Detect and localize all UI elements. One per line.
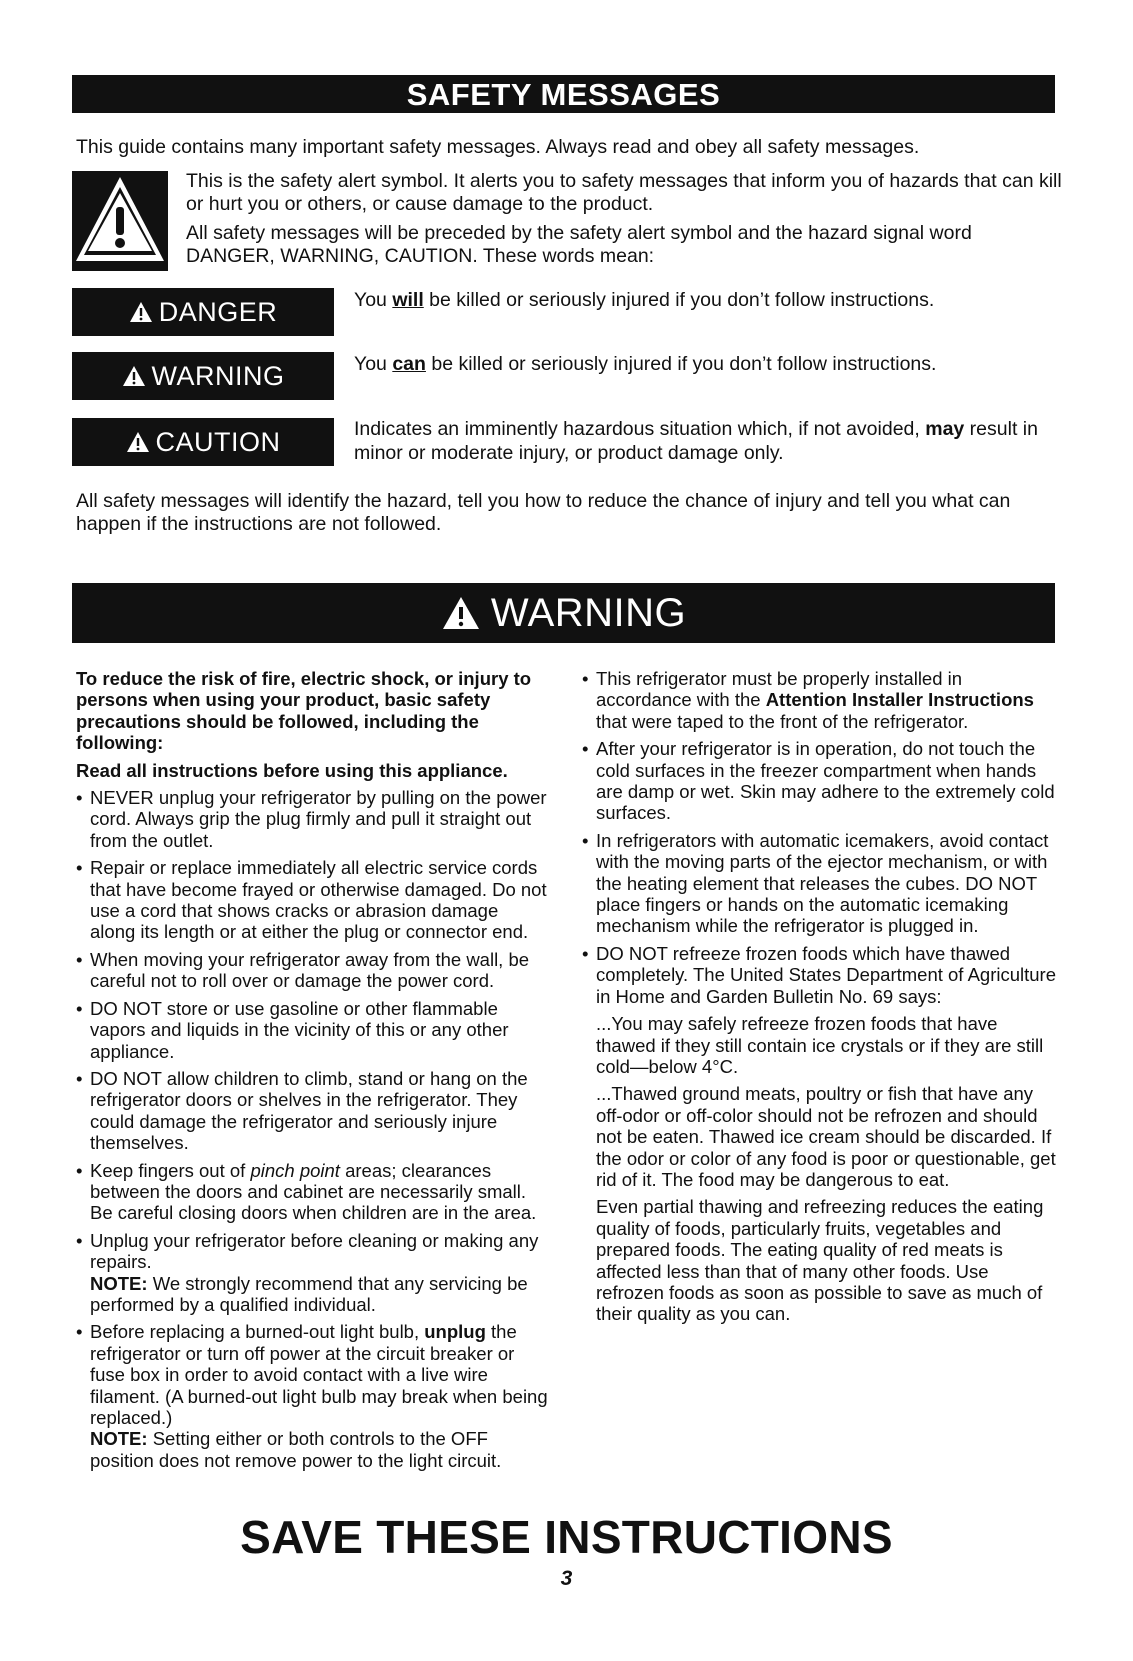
quote-paragraph: ...You may safely refreeze frozen foods that have thawed if they still contain ice crystals or if they are still cold—below 4°C. (596, 1013, 1044, 1077)
danger-desc-key: will (392, 289, 424, 311)
warning-lead: To reduce the risk of fire, electric shock, or injury to persons when using your product, basic safety precautions should be followed, including the following: (76, 668, 532, 754)
danger-signal-label (72, 288, 334, 336)
item-text: the refrigerator or turn off power at the circuit breaker or fuse box in order to avoid contact with a live wire filament. (A burned-out light bulb may break when being replaced.) (90, 1321, 548, 1428)
note-label: NOTE: (90, 1272, 148, 1294)
warning-triangle-icon (122, 365, 146, 387)
list-item: • DO NOT allow children to climb, stand or hang on the refrigerator doors or shelves in the refrigerator. They could damage the refrigerator and seriously injure themselves. (76, 1068, 548, 1154)
caution-signal-label (72, 418, 334, 466)
list-item: • Repair or replace immediately all electric service cords that have become frayed or otherwise damaged. Do not use a cord that shows cracks or abrasion damage along its length or at either the plug or connector end. (76, 857, 548, 943)
note-text: We strongly recommend that any servicing be performed by a qualified individual. (90, 1272, 528, 1315)
alert-symbol-description: This is the safety alert symbol. It alerts you to safety messages that inform you of hazards that can kill or hurt you or others, or cause damage to the product. (186, 170, 1062, 215)
warning-right-column (582, 668, 1060, 1331)
warning-desc-post: be killed or seriously injured if you don’t follow instructions. (425, 353, 937, 375)
safety-alert-symbol (72, 171, 168, 271)
item-text: Before replacing a burned-out light bulb, (90, 1321, 425, 1343)
save-instructions-title: SAVE THESE INSTRUCTIONS (240, 1511, 893, 1563)
danger-description (354, 288, 1064, 312)
warning-triangle-icon (72, 171, 168, 271)
item-text: that were taped to the front of the refrigerator. (596, 710, 969, 732)
safety-outro: All safety messages will identify the hazard, tell you how to reduce the chance of injury and tell you what can happen if the instructions are not followed. (76, 490, 1011, 535)
item-text: Keep fingers out of (90, 1159, 251, 1181)
warning-triangle-icon (129, 301, 153, 323)
note (76, 1428, 548, 1471)
list-item: • After your refrigerator is in operation, do not touch the cold surfaces in the freezer compartment when hands are damp or wet. Skin may adhere to the extremely cold surfaces. (582, 738, 1060, 824)
list-item (76, 1160, 548, 1224)
warning-desc-pre: You (354, 353, 393, 375)
read-all-instructions: Read all instructions before using this appliance. (76, 759, 508, 781)
warning-desc-key: can (392, 353, 426, 375)
item-emphasis: pinch point (250, 1159, 340, 1181)
safety-messages-banner: SAFETY MESSAGES (72, 75, 1055, 113)
quote-paragraph: ...Thawed ground meats, poultry or fish that have any off-odor or off-color should not be refrozen and should not be eaten. Thawed ice cream should be discarded. If the odor or color of any food is poor or questionable, get rid of it. The food may be dangerous to eat. (596, 1083, 1056, 1190)
danger-desc-pre: You (354, 289, 393, 311)
list-item: • NEVER unplug your refrigerator by pulling on the power cord. Always grip the plug firmly and pull it straight out from the outlet. (76, 787, 548, 851)
item-text: Unplug your refrigerator before cleaning or making any repairs. (90, 1229, 539, 1273)
warning-left-column (76, 668, 548, 1477)
list-item (582, 668, 1060, 732)
paragraph: Even partial thawing and refreezing reduces the eating quality of foods, particularly fruits, vegetables and prepared foods. The eating quality of red meats is affected less than that of many other foods. Use refrozen foods as soon as possible to save as much of their quality as you can. (596, 1196, 1044, 1325)
danger-desc-post: be killed or seriously injured if you don’t follow instructions. (423, 289, 935, 311)
note-label: NOTE: (90, 1428, 148, 1450)
page-number: 3 (560, 1567, 573, 1590)
caution-desc-post: result in minor or moderate injury, or product damage only. (354, 418, 1038, 464)
item-bold: unplug (424, 1321, 486, 1343)
warning-banner (72, 583, 1055, 643)
list-item (76, 1230, 548, 1273)
signal-word-description: All safety messages will be preceded by the safety alert symbol and the hazard signal word DANGER, WARNING, CAUTION. These words mean: (186, 222, 972, 267)
list-item: • DO NOT store or use gasoline or other flammable vapors and liquids in the vicinity of this or any other appliance. (76, 998, 548, 1062)
caution-desc-pre: Indicates an imminently hazardous situation which, if not avoided, (354, 418, 926, 440)
caution-label-text: CAUTION (155, 426, 281, 457)
warning-description (354, 352, 1064, 376)
list-item: • In refrigerators with automatic icemakers, avoid contact with the moving parts of the ejector mechanism, or with the heating element that releases the cubes. DO NOT place fingers or hands on the automatic icemaking mechanism while the refrigerator is plugged in. (582, 830, 1060, 937)
danger-label-text: DANGER (158, 296, 278, 327)
warning-signal-label (72, 352, 334, 400)
warning-banner-text: WARNING (490, 590, 687, 635)
warning-label-text: WARNING (151, 360, 285, 391)
list-item: • DO NOT refreeze frozen foods which have thawed completely. The United States Department of Agriculture in Home and Garden Bulletin No. 69 says: (582, 943, 1060, 1007)
item-text: areas; clearances between the doors and cabinet are necessarily small. Be careful closing doors when children are in the area. (90, 1159, 537, 1224)
note-text: Setting either or both controls to the OFF position does not remove power to the light circuit. (90, 1428, 502, 1471)
caution-description (354, 417, 1064, 465)
note (76, 1273, 548, 1316)
warning-triangle-icon (126, 431, 150, 453)
caution-desc-key: may (925, 418, 965, 440)
warning-triangle-icon (441, 595, 481, 631)
item-text: This refrigerator must be properly installed in accordance with the (596, 668, 963, 711)
list-item (76, 1321, 548, 1428)
list-item: • When moving your refrigerator away from the wall, be careful not to roll over or damage the power cord. (76, 949, 548, 992)
item-bold: Attention Installer Instructions (765, 689, 1034, 711)
safety-intro: This guide contains many important safety messages. Always read and obey all safety messages. (76, 136, 920, 158)
